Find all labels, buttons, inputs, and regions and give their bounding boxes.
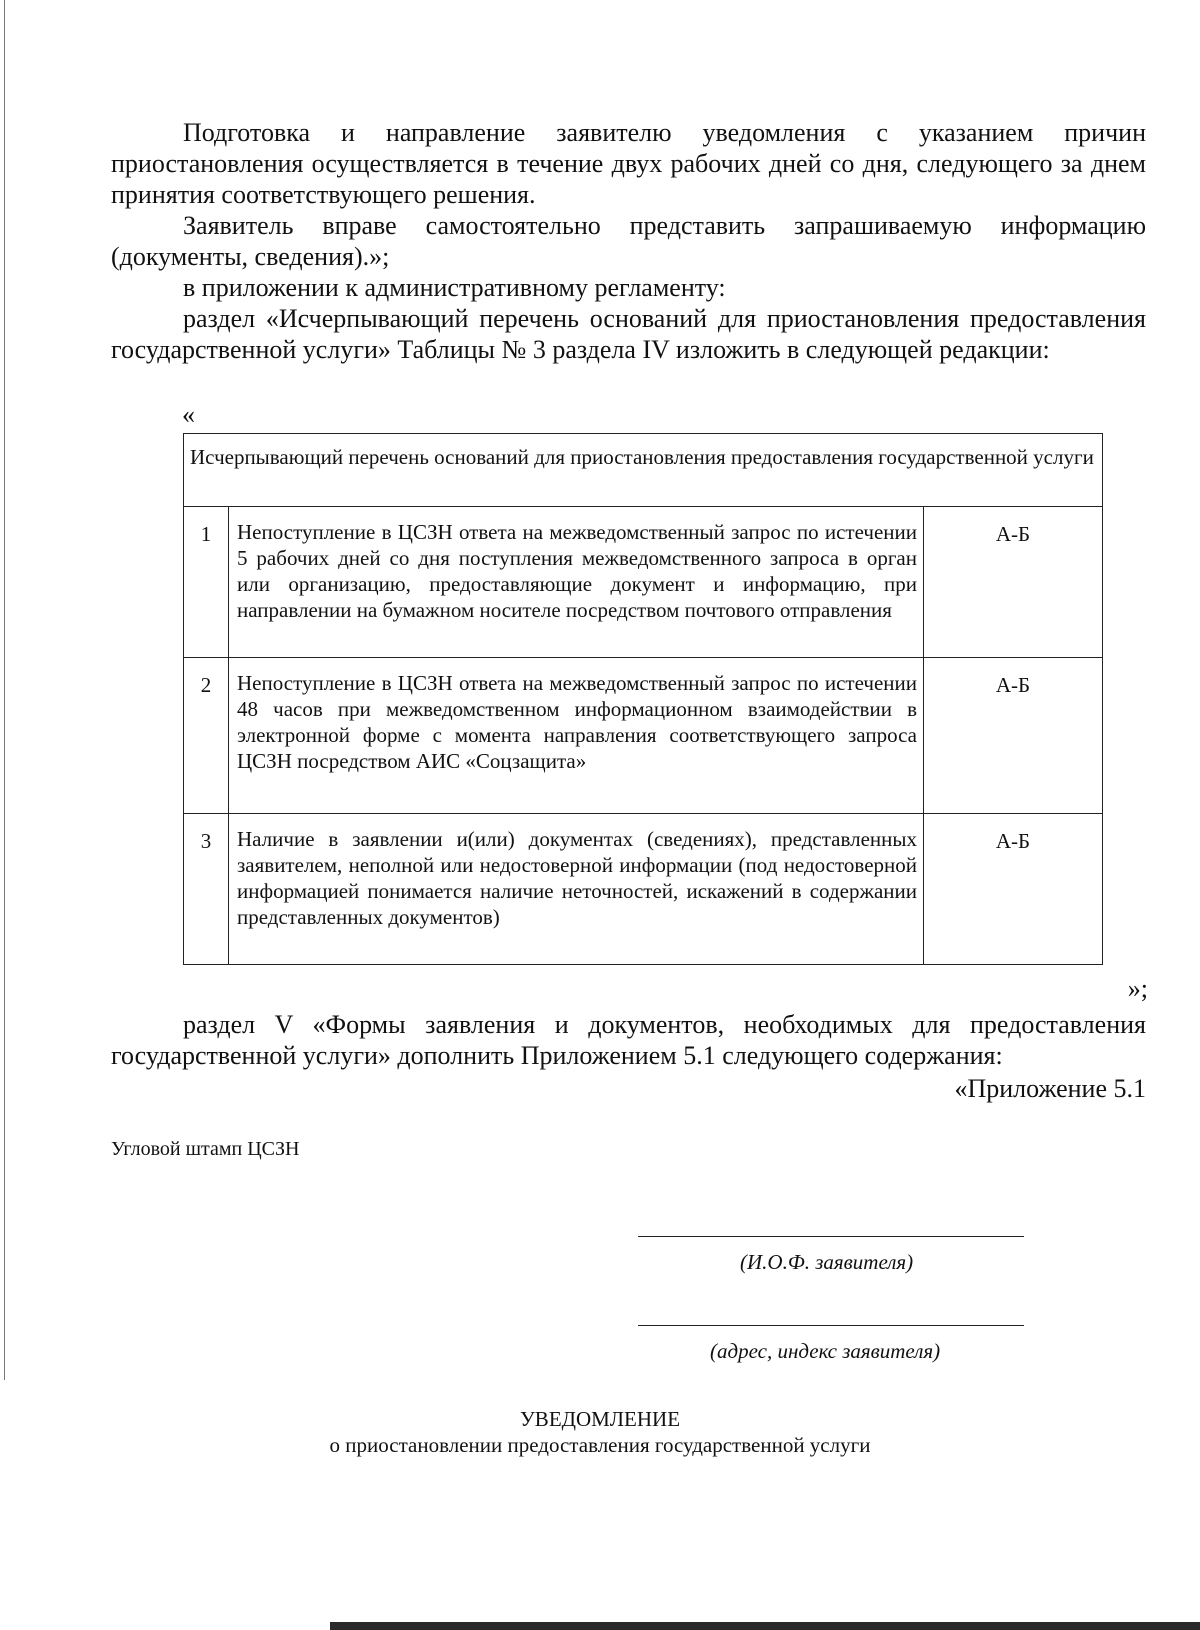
- paragraph-suspension-notice: Подготовка и направление заявителю уведомления с указанием причин приостановления осуществляется в течение двух рабочих дней со дня, следующего за днем принятия соответствующего решения.: [111, 118, 1146, 209]
- notice-title: УВЕДОМЛЕНИЕ: [519, 1407, 681, 1431]
- corner-stamp-label: Угловой штамп ЦСЗН: [111, 1138, 300, 1160]
- appendix-label: «Приложение 5.1: [954, 1074, 1146, 1103]
- row-number: 3: [184, 814, 229, 965]
- table-row: [184, 507, 1103, 658]
- row-code: А-Б: [924, 507, 1103, 658]
- paragraph-section-v: раздел V «Формы заявления и документов, необходимых для предоставления государственной услуги» дополнить Приложением 5.1 следующего содержания:: [111, 1010, 1146, 1070]
- scan-bottom-bar: [330, 1622, 1200, 1630]
- grounds-table: [183, 433, 1103, 965]
- row-code: А-Б: [924, 814, 1103, 965]
- address-line: [638, 1325, 1024, 1326]
- name-caption: (И.О.Ф. заявителя): [740, 1250, 914, 1274]
- scan-edge-line: [4, 0, 5, 1380]
- row-number: 2: [184, 658, 229, 814]
- name-line: [638, 1236, 1024, 1237]
- table-header: Исчерпывающий перечень оснований для приостановления предоставления государственной услуги: [184, 434, 1103, 507]
- address-caption: (адрес, индекс заявителя): [710, 1339, 941, 1363]
- row-text: Непоступление в ЦСЗН ответа на межведомственный запрос по истечении 5 рабочих дней со дня поступления межведомственного запроса в орган или организацию, предоставляющие документ и информацию, при направлении на бумажном носителе посредством почтового отправления: [229, 507, 924, 658]
- paragraph-appendix-intro: в приложении к административному регламенту:: [183, 273, 726, 302]
- paragraph-applicant-right: Заявитель вправе самостоятельно представить запрашиваемую информацию (документы, сведения).»;: [111, 211, 1146, 271]
- quote-open: «: [182, 400, 195, 429]
- row-text: Наличие в заявлении и(или) документах (сведениях), представленных заявителем, неполной или недостоверной информации (под недостоверной информацией понимается наличие неточностей, искажений в содержании представленных документов): [229, 814, 924, 965]
- row-text: Непоступление в ЦСЗН ответа на межведомственный запрос по истечении 48 часов при межведомственном информационном взаимодействии в электронной форме с момента направления соответствующего запроса ЦСЗН посредством АИС «Соцзащита»: [229, 658, 924, 814]
- table-header-row: [184, 434, 1103, 507]
- quote-close: »;: [1127, 974, 1148, 1003]
- table-row: [184, 658, 1103, 814]
- table-row: [184, 814, 1103, 965]
- notice-subtitle: о приостановлении предоставления государственной услуги: [329, 1433, 871, 1457]
- row-number: 1: [184, 507, 229, 658]
- row-code: А-Б: [924, 658, 1103, 814]
- paragraph-section-change: раздел «Исчерпывающий перечень оснований для приостановления предоставления государственной услуги» Таблицы № 3 раздела IV изложить в следующей редакции:: [111, 304, 1146, 364]
